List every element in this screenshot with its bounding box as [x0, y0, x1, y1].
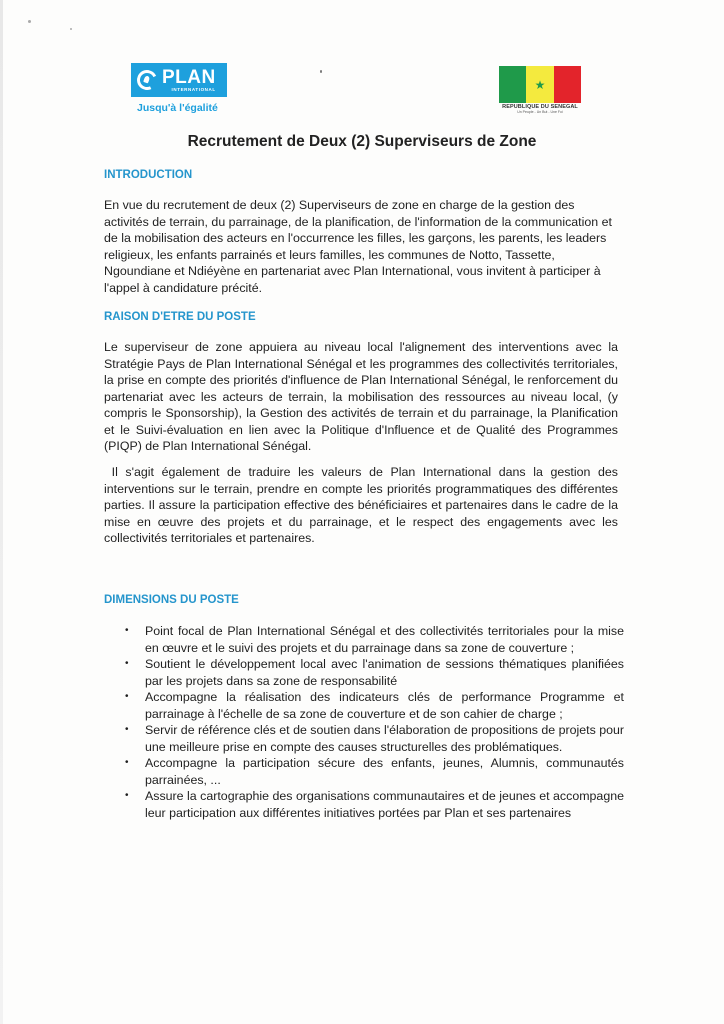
plan-logo-tagline: Jusqu'à l'égalité: [137, 102, 218, 114]
star-icon: ★: [534, 77, 546, 92]
list-item: [104, 689, 624, 722]
flag-band-yellow: [526, 66, 553, 103]
document-title: Recrutement de Deux (2) Superviseurs de Zone: [187, 133, 537, 150]
scan-speck: [28, 20, 31, 23]
list-item-text: Soutient le développement local avec l'animation de sessions thématiques planifiées par les projets dans sa zone de responsabilité: [145, 657, 624, 688]
scan-page-edge: [0, 0, 3, 1024]
senegal-flag-icon: [499, 66, 581, 103]
bullet-icon: •: [125, 691, 129, 702]
plan-logo-subtitle: INTERNATIONAL: [171, 86, 216, 92]
flag-caption: REPUBLIQUE DU SENEGAL: [502, 104, 578, 110]
list-item-text: Accompagne la participation sécure des enfants, jeunes, Alumnis, communautés parrainées, ...: [145, 756, 624, 787]
plan-emblem-icon: [134, 67, 160, 93]
scan-speck: [320, 70, 322, 73]
bullet-icon: •: [125, 658, 129, 669]
bullet-icon: •: [125, 757, 129, 768]
list-item: [104, 722, 624, 755]
list-item: [104, 755, 624, 788]
plan-logo-name: PLAN: [162, 66, 216, 88]
raison-paragraph-1: Le superviseur de zone appuiera au niveau local l'alignement des interventions avec la Stratégie Pays de Plan International Sénégal et les programmes des collectivités territoriales, la prise en compte des priorités d'influence de Plan International Sénégal, le renforcement du partenariat avec les acteurs de terrain, la mobilisation des ressources au niveau local, (y compris le Sponsorship), la Gestion des activités de terrain et du parrainage, la Planification et le Suivi-évaluation en lien avec la Politique d'Influence et de Qualité des Programmes (PIQP) de Plan International Sénégal.: [104, 340, 618, 453]
flag-band-red: [554, 66, 581, 103]
scan-speck: [70, 28, 72, 30]
senegal-emblem: [499, 66, 581, 114]
list-item: [104, 656, 624, 689]
introduction-paragraph: En vue du recrutement de deux (2) Superviseurs de zone en charge de la gestion des activités de terrain, du parrainage, de la planification, de l'information de la communication et de la mobilisation des acteurs en l'occurrence les filles, les garçons, les parents, les leaders religieux, les enfants parrainés et leurs familles, les communes de Notto, Tassette, Ngoundiane et Ndiéyène en partenariat avec Plan International, vous invitent à participer à l'appel à candidature précité.: [104, 198, 612, 295]
list-item: [104, 623, 624, 656]
list-item-text: Servir de référence clés et de soutien dans l'élaboration de propositions de projets pour une meilleure prise en compte des causes structurelles des problématiques.: [145, 723, 625, 754]
bullet-icon: •: [125, 790, 129, 801]
raison-paragraph-2: Il s'agit également de traduire les valeurs de Plan International dans la gestion des interventions sur le terrain, prendre en compte les priorités programmatiques des différentes parties. Il assure la participation effective des bénéficiaires et partenaires dans le cadre de la mise en œuvre des projets et du parrainage, et le respect des engagements avec les collectivités territoriales et partenaires.: [104, 465, 622, 545]
flag-band-green: [499, 66, 526, 103]
dimensions-list: [104, 623, 624, 821]
heading-raison-detre: RAISON D'ETRE DU POSTE: [104, 311, 256, 323]
flag-motto: Un Peuple - Un But - Une Foi: [517, 110, 563, 114]
bullet-icon: •: [125, 724, 129, 735]
list-item-text: Assure la cartographie des organisations communautaires et de jeunes et accompagne leur participation aux différentes initiatives portées par Plan et ses partenaires: [145, 789, 624, 820]
bullet-icon: •: [125, 625, 129, 636]
plan-logo-box: [131, 63, 227, 97]
heading-introduction: INTRODUCTION: [104, 169, 193, 181]
plan-international-logo: [131, 63, 229, 114]
list-item-text: Point focal de Plan International Sénégal et des collectivités territoriales pour la mise en œuvre et le suivi des projets et du parrainage dans sa zone de couverture ;: [145, 624, 624, 655]
heading-dimensions: DIMENSIONS DU POSTE: [104, 594, 239, 606]
list-item: [104, 788, 624, 821]
list-item-text: Accompagne la réalisation des indicateurs clés de performance Programme et parrainage à l'échelle de sa zone de couverture et de son cahier de charge ;: [145, 690, 624, 721]
